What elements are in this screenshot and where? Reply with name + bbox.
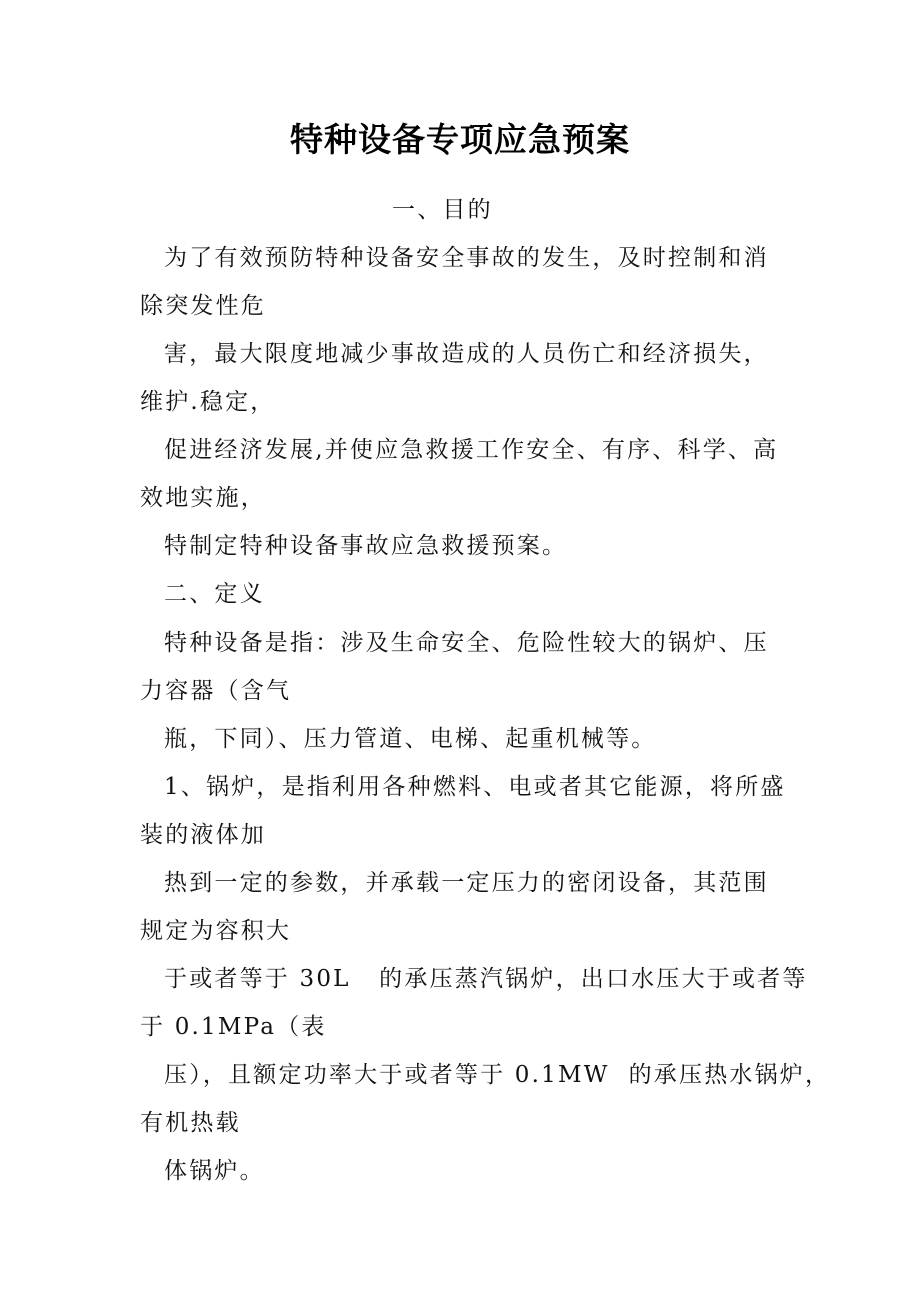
paragraph-line: 于 0.1MPa（表	[140, 1014, 327, 1040]
paragraph-line: 特种设备是指：涉及生命安全、危险性较大的锅炉、压	[164, 630, 769, 656]
paragraph-line: 体锅炉。	[164, 1158, 265, 1184]
paragraph-line: 规定为容积大	[140, 918, 292, 944]
paragraph-line: 瓶，下同）、压力管道、电梯、起重机械等。	[164, 726, 657, 752]
paragraph-line: 压），且额定功率大于或者等于 0.1MW 的承压热水锅炉，	[164, 1062, 831, 1088]
document-title: 特种设备专项应急预案	[290, 120, 630, 159]
paragraph-line: 害，最大限度地减少事故造成的人员伤亡和经济损失，	[164, 341, 769, 367]
paragraph-line: 力容器（含气	[140, 678, 292, 704]
section-heading-definition: 二、定义	[164, 581, 265, 607]
paragraph-line: 为了有效预防特种设备安全事故的发生，及时控制和消	[164, 245, 769, 271]
paragraph-line: 促进经济发展,并使应急救援工作安全、有序、科学、高	[164, 437, 779, 463]
paragraph-line: 维护.稳定，	[140, 389, 276, 415]
paragraph-line: 装的液体加	[140, 822, 266, 848]
paragraph-line: 1、锅炉，是指利用各种燃料、电或者其它能源，将所盛	[164, 774, 786, 800]
paragraph-line: 有机热载	[140, 1110, 241, 1136]
paragraph-line: 热到一定的参数，并承载一定压力的密闭设备，其范围	[164, 870, 769, 896]
paragraph-line: 特制定特种设备事故应急救援预案。	[164, 533, 568, 559]
paragraph-line: 于或者等于 30L 的承压蒸汽锅炉，出口水压大于或者等	[164, 966, 808, 992]
paragraph-line: 效地实施，	[140, 485, 266, 511]
section-heading-purpose: 一、目的	[392, 197, 493, 223]
paragraph-line: 除突发性危	[140, 293, 266, 319]
